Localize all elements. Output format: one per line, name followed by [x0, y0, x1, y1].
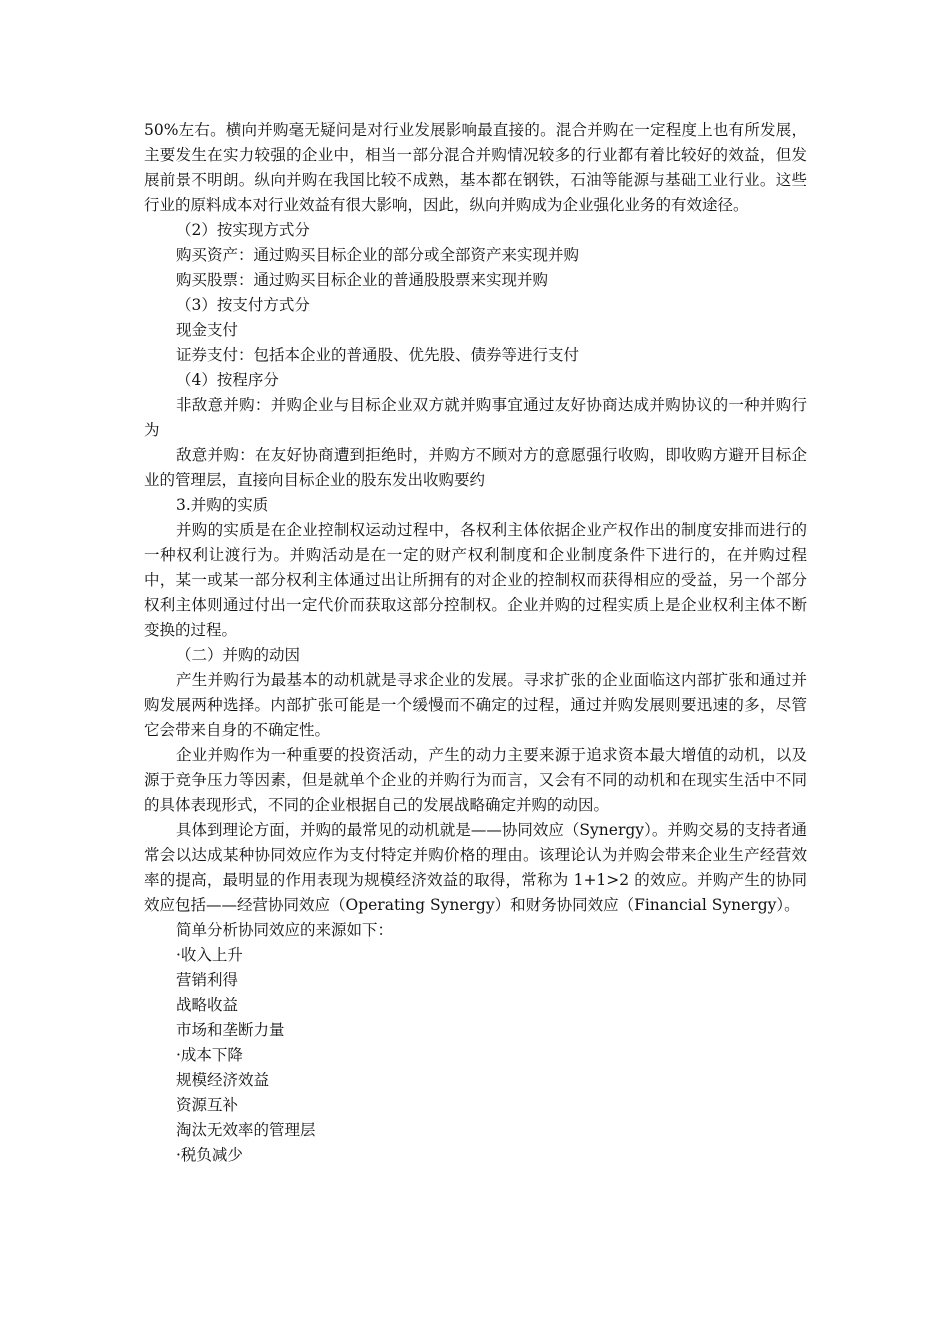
list-item-resource-complementarity: 资源互补	[176, 1096, 239, 1114]
list-item-securities-payment: 证券支付：包括本企业的普通股、优先股、债券等进行支付	[176, 346, 580, 364]
heading-by-payment-method: （3）按支付方式分	[176, 296, 310, 314]
list-item-economies-of-scale: 规模经济效益	[176, 1071, 270, 1089]
paragraph-friendly-merger: 非敌意并购：并购企业与目标企业双方就并购事宜通过友好协商达成并购协议的一种并购行为	[144, 396, 807, 439]
paragraph-hostile-merger: 敌意并购：在友好协商遭到拒绝时，并购方不顾对方的意愿强行收购，即收购方避开目标企业的管理层，直接向目标企业的股东发出收购要约	[144, 446, 807, 489]
list-item-cost-reduction: ·成本下降	[176, 1046, 243, 1064]
heading-essence-of-m-and-a: 3.并购的实质	[176, 496, 269, 514]
list-item-eliminate-inefficient-management: 淘汰无效率的管理层	[176, 1121, 316, 1139]
paragraph-synergy-theory: 具体到理论方面，并购的最常见的动机就是——协同效应（Synergy）。并购交易的支持者通常会以达成某种协同效应作为支付特定并购价格的理由。该理论认为并购会带来企业生产经营效率的提高，最明显的作用表现为规模经济效益的取得，常称为 1+1>2 的效应。并购产生的协同效应包括——经营协同效应（Operating Synergy）和财务协同效应（Financial Synergy）。	[144, 821, 807, 914]
list-item-stock-purchase: 购买股票：通过购买目标企业的普通股股票来实现并购	[176, 271, 549, 289]
list-item-strategic-benefits: 战略收益	[176, 996, 239, 1014]
list-item-cash-payment: 现金支付	[176, 321, 239, 339]
document-body	[144, 118, 807, 1168]
list-item-market-monopoly-power: 市场和垄断力量	[176, 1021, 285, 1039]
paragraph-basic-motive: 产生并购行为最基本的动机就是寻求企业的发展。寻求扩张的企业面临这内部扩张和通过并购发展两种选择。内部扩张可能是一个缓慢而不确定的过程，通过并购发展则要迅速的多，尽管它会带来自身的不确定性。	[144, 671, 807, 739]
heading-by-procedure: （4）按程序分	[176, 371, 279, 389]
list-item-revenue-increase: ·收入上升	[176, 946, 243, 964]
paragraph-essence: 并购的实质是在企业控制权运动过程中，各权利主体依据企业产权作出的制度安排而进行的一种权利让渡行为。并购活动是在一定的财产权利制度和企业制度条件下进行的，在并购过程中，某一或某一部分权利主体通过出让所拥有的对企业的控制权而获得相应的受益，另一个部分权利主体则通过付出一定代价而获取这部分控制权。企业并购的过程实质上是企业权利主体不断变换的过程。	[144, 521, 807, 639]
list-item-tax-reduction: ·税负减少	[176, 1146, 243, 1164]
heading-motives-of-m-and-a: （二）并购的动因	[176, 646, 301, 664]
list-item-marketing-gains: 营销利得	[176, 971, 239, 989]
paragraph-m-and-a-types-continued: 50%左右。横向并购毫无疑问是对行业发展影响最直接的。混合并购在一定程度上也有所发展，主要发生在实力较强的企业中，相当一部分混合并购情况较多的行业都有着比较好的效益，但发展前景不明朗。纵向并购在我国比较不成熟，基本都在钢铁，石油等能源与基础工业行业。这些行业的原料成本对行业效益有很大影响，因此，纵向并购成为企业强化业务的有效途径。	[144, 121, 807, 214]
heading-by-implementation-method: （2）按实现方式分	[176, 221, 310, 239]
list-item-asset-purchase: 购买资产：通过购买目标企业的部分或全部资产来实现并购	[176, 246, 580, 264]
list-intro-synergy-sources: 简单分析协同效应的来源如下：	[176, 921, 394, 939]
paragraph-investment-activity: 企业并购作为一种重要的投资活动，产生的动力主要来源于追求资本最大增值的动机，以及源于竞争压力等因素，但是就单个企业的并购行为而言，又会有不同的动机和在现实生活中不同的具体表现形式，不同的企业根据自己的发展战略确定并购的动因。	[144, 746, 807, 814]
